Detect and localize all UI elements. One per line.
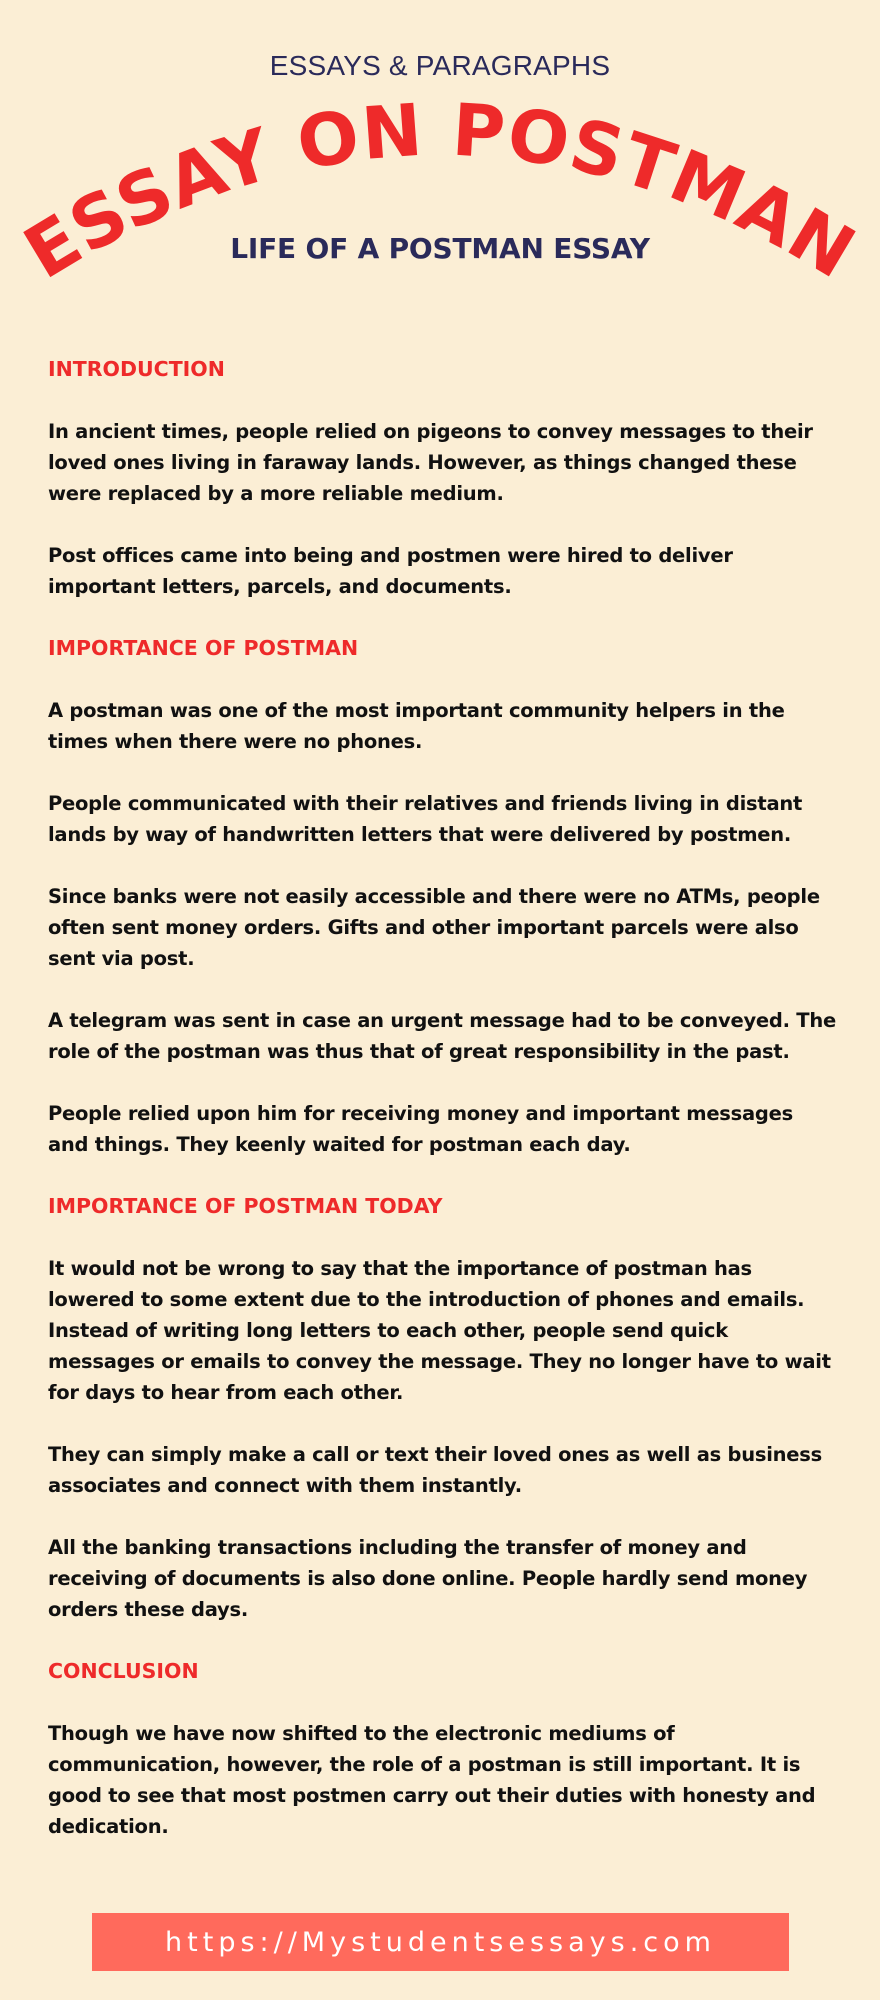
paragraph: People relied upon him for receiving money and important messages and things. They keenly waited for postman each day.: [48, 1102, 793, 1156]
section-heading-importance-today: IMPORTANCE OF POSTMAN TODAY: [48, 1194, 443, 1218]
essay-title-arc: [0, 95, 880, 305]
paragraph: A postman was one of the most important community helpers in the times when there were no phones.: [48, 699, 785, 753]
paragraph: Post offices came into being and postmen were hired to deliver important letters, parcels, and documents.: [48, 544, 733, 598]
section-heading-importance: IMPORTANCE OF POSTMAN: [48, 636, 359, 660]
category-label: ESSAYS & PARAGRAPHS: [269, 50, 611, 81]
paragraph: A telegram was sent in case an urgent message had to be conveyed. The role of the postman was thus that of great responsibility in the past.: [48, 1009, 836, 1063]
paragraph: They can simply make a call or text their loved ones as well as business associates and connect with them instantly.: [48, 1443, 822, 1497]
paragraph: Since banks were not easily accessible and there were no ATMs, people often sent money orders. Gifts and other important parcels were also sent via post.: [48, 885, 820, 970]
paragraph: Though we have now shifted to the electronic mediums of communication, however, the role of a postman is still important. It is good to see that most postmen carry out their duties with honesty and dedication.: [48, 1722, 816, 1838]
paragraph: It would not be wrong to say that the importance of postman has lowered to some extent due to the introduction of phones and emails. Instead of writing long letters to each other, people send quick messages or emails to convey the message. They no longer have to wait for days to hear from each other.: [48, 1257, 831, 1404]
essay-subtitle: LIFE OF A POSTMAN ESSAY: [230, 232, 650, 265]
essay-body: [48, 354, 838, 1842]
website-url-banner[interactable]: [92, 1913, 789, 1971]
section-heading-introduction: INTRODUCTION: [48, 357, 225, 381]
section-heading-conclusion: CONCLUSION: [48, 1659, 199, 1683]
paragraph: All the banking transactions including the transfer of money and receiving of documents is also done online. People hardly send money orders these days.: [48, 1536, 808, 1621]
website-url[interactable]: https://Mystudentsessays.com: [165, 1926, 716, 1958]
essay-title: ESSAY ON POSTMAN: [10, 95, 870, 296]
paragraph: People communicated with their relatives and friends living in distant lands by way of handwritten letters that were delivered by postmen.: [48, 792, 803, 846]
paragraph: In ancient times, people relied on pigeons to convey messages to their loved ones living in faraway lands. However, as things changed these were replaced by a more reliable medium.: [48, 420, 813, 505]
